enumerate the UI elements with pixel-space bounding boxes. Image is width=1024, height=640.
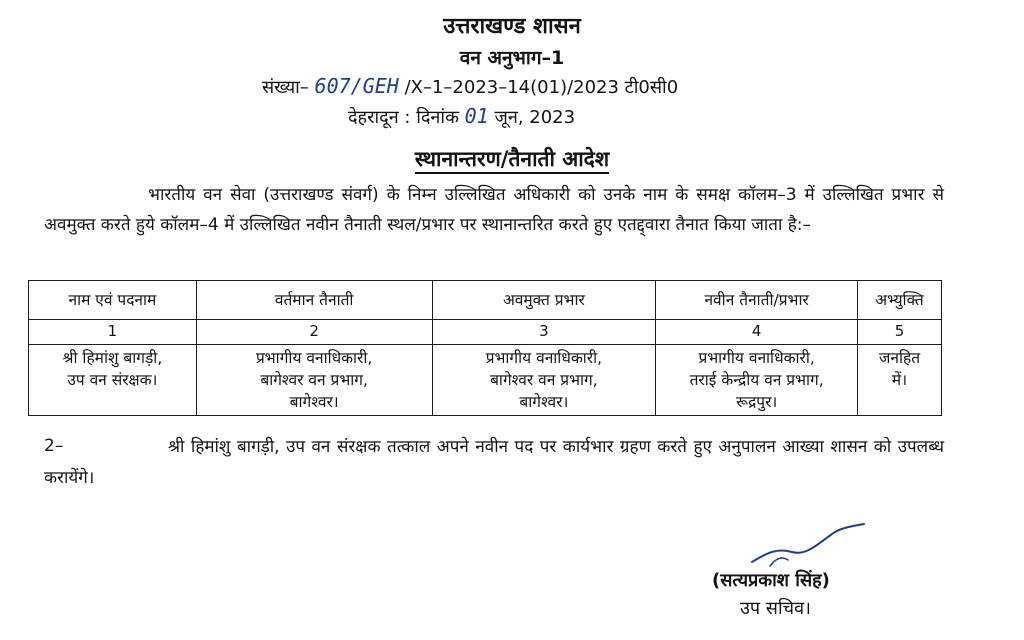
order-title-text: स्थानान्तरण/तैनाती आदेश [415,147,609,174]
cell-line: बागेश्वर वन प्रभाग, [490,371,598,389]
cell-line: उप वन संरक्षक। [67,371,158,389]
paragraph-2: श्री हिमांशु बागड़ी, उप वन संरक्षक तत्काल अपने नवीन पद पर कार्यभार ग्रहण करते हुए अनुपालन आख्या शासन को उपलब्ध करायेंगे। [44,437,944,488]
signatory-designation: उप सचिव। [740,598,811,619]
cell-line: रूद्रपुर। [735,393,778,411]
cell-line: श्री हिमांशु बागड़ी, [62,349,163,367]
column-number-row [29,320,942,345]
cell-line: जनहित [878,349,921,367]
column-number: 3 [432,320,656,345]
signature-scrawl-icon [748,522,868,572]
date-line [348,104,575,129]
cell-line: में। [891,371,908,389]
transfer-table [28,280,942,416]
relieved-charge-cell [432,345,656,416]
order-title [0,145,1024,173]
cell-line: तराई केन्द्रीय वन प्रभाग, [689,371,824,389]
table-row [29,345,942,416]
handwritten-date-day: 01 [464,104,489,128]
reference-number-line [262,74,678,99]
remarks-cell [858,345,942,416]
reference-prefix: संख्या– [262,77,309,98]
cell-line: प्रभागीय वनाधिकारी, [255,349,373,367]
paragraph-2-number: 2– [44,436,64,456]
date-prefix: देहरादून : दिनांक [348,107,459,128]
column-number: 5 [858,320,942,345]
government-heading: उत्तराखण्ड शासन [443,14,581,39]
column-number: 1 [29,320,197,345]
paragraph-1: भारतीय वन सेवा (उत्तराखण्ड संवर्ग) के निम्न उल्लिखित अधिकारी को उनके नाम के समक्ष कॉलम–3 में उल्लिखित प्रभार से अवमुक्त करते हुये कॉलम–4 में उल्लिखित नवीन तैनाती स्थल/प्रभार पर स्थानान्तरित करते हुए एतद्द्वारा तैनात किया जाता है:– [44,185,944,235]
cell-line: बागेश्वर। [519,393,569,411]
cell-line: बागेश्वर। [289,393,339,411]
date-suffix: जून, 2023 [494,107,576,128]
cell-line: बागेश्वर वन प्रभाग, [260,371,368,389]
current-posting-cell [196,345,432,416]
department-heading: वन अनुभाग–1 [459,47,565,69]
header-current-posting: वर्तमान तैनाती [196,281,432,320]
header-remarks: अभ्युक्ति [858,281,942,320]
cell-line: प्रभागीय वनाधिकारी, [485,349,603,367]
handwritten-reference-number: 607/GEH [314,74,399,98]
signatory-name: (सत्यप्रकाश सिंह) [712,570,830,591]
officer-name-cell [29,345,197,416]
header-relieved-charge: अवमुक्त प्रभार [432,281,656,320]
new-posting-cell [656,345,858,416]
table-header-row [29,281,942,320]
header-new-posting: नवीन तैनाती/प्रभार [656,281,858,320]
header-name: नाम एवं पदनाम [29,281,197,320]
reference-suffix: /X–1–2023–14(01)/2023 टी0सी0 [404,77,679,98]
column-number: 4 [656,320,858,345]
cell-line: प्रभागीय वनाधिकारी, [698,349,815,367]
column-number: 2 [196,320,432,345]
